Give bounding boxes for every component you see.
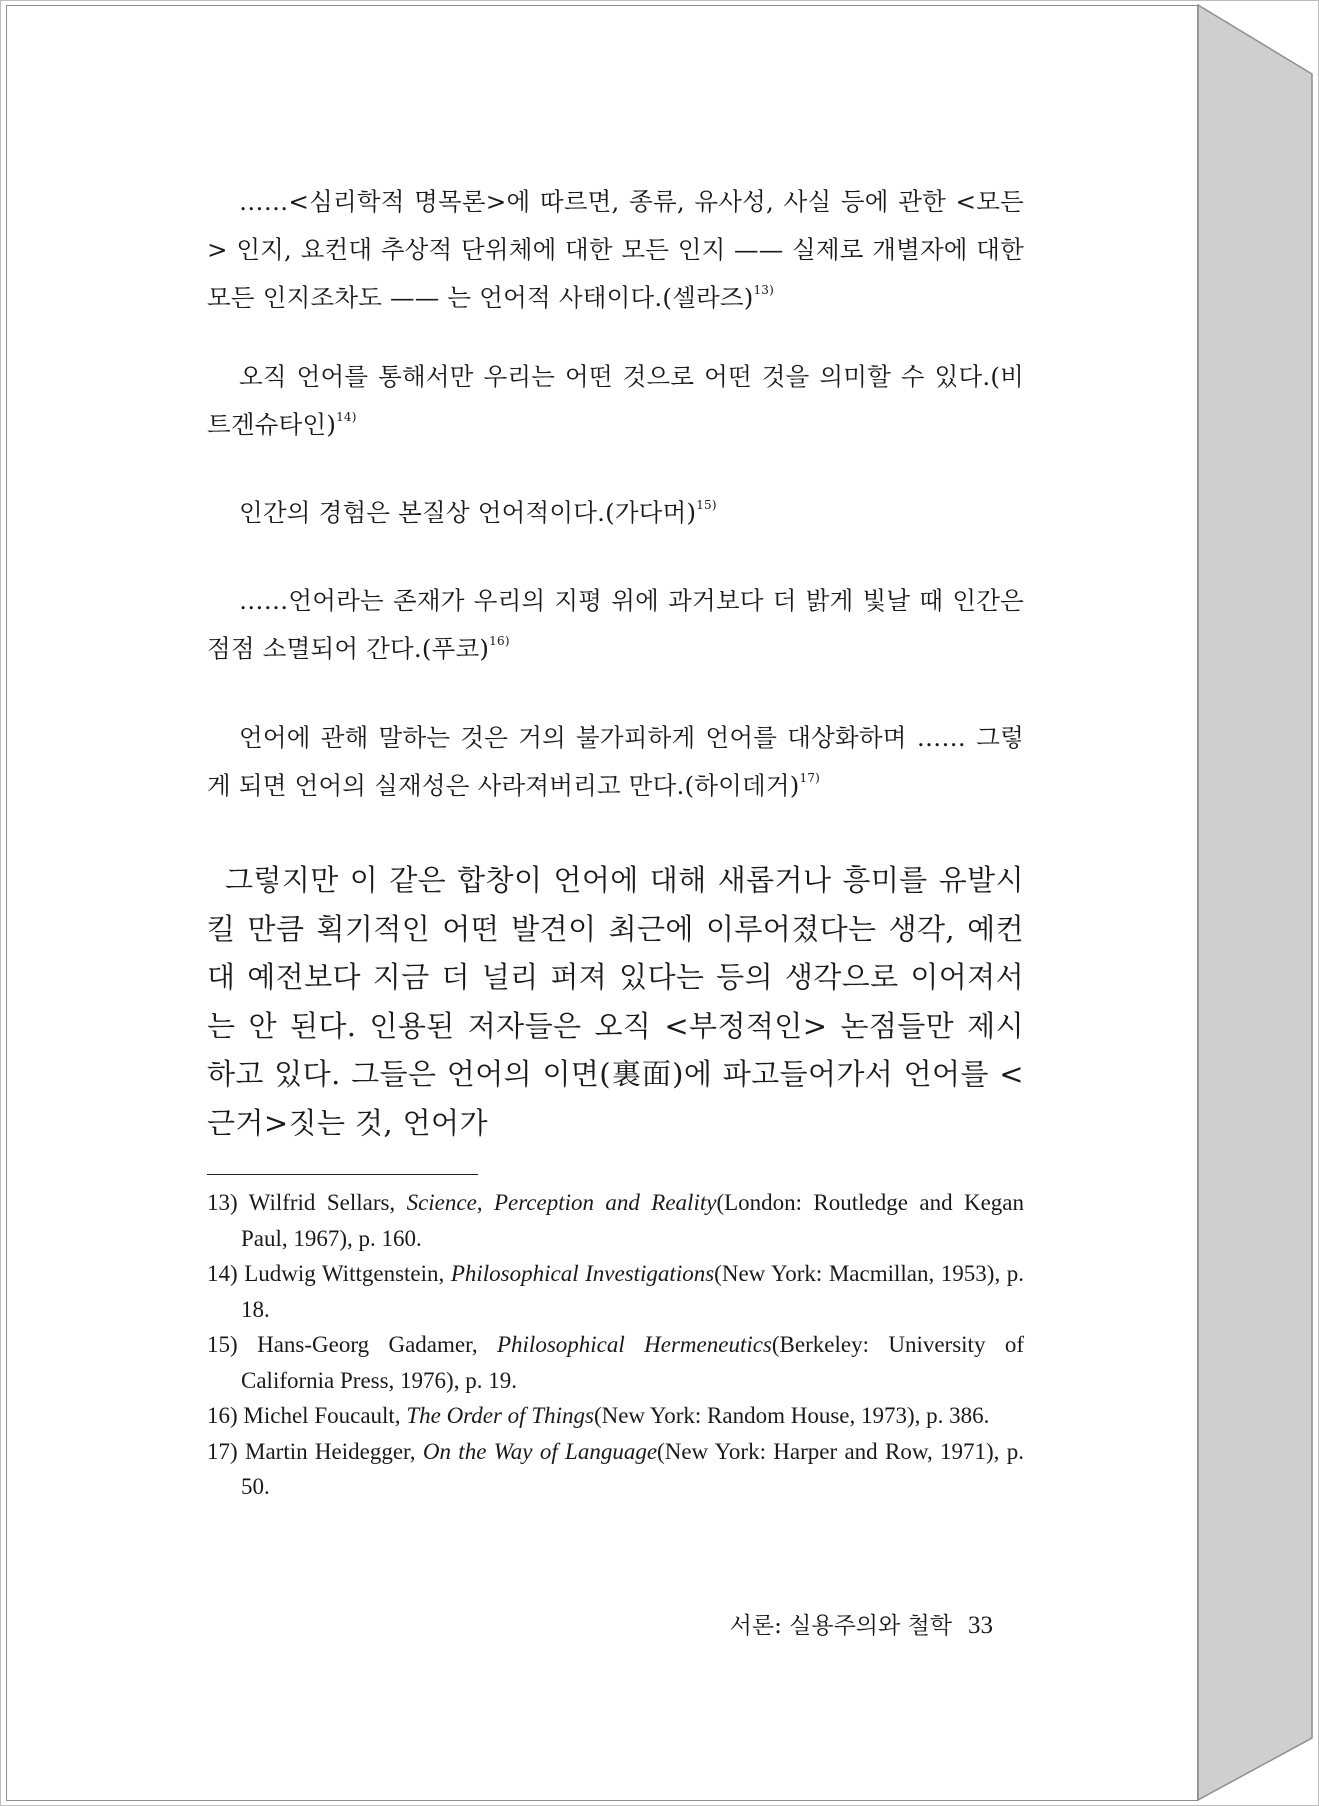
footnote-publication: (London: Routledge and Kegan Paul, 1967), p. 160. <box>241 1190 1024 1251</box>
footnote-author: Wilfrid Sellars, <box>248 1190 407 1215</box>
footnote-title: Science, Perception and Reality <box>406 1190 717 1215</box>
block-quote <box>207 577 1024 673</box>
block-quote <box>207 489 1024 537</box>
footnote <box>207 1398 1024 1434</box>
footnote-ref: 17) <box>799 771 821 785</box>
footnote-ref: 13) <box>753 283 775 297</box>
footnote-divider <box>207 1174 478 1175</box>
quote-text: ……언어라는 존재가 우리의 지평 위에 과거보다 더 밝게 빛날 때 인간은 점점 소멸되어 간다.(푸코) <box>207 586 1024 663</box>
footnote <box>207 1185 1024 1256</box>
footnote-number: 13) <box>207 1190 238 1215</box>
footnote-number: 14) <box>207 1261 238 1286</box>
footnote-author: Martin Heidegger, <box>245 1438 423 1464</box>
quote-text: 언어에 관해 말하는 것은 거의 불가피하게 언어를 대상화하며 …… 그렇게 되면 언어의 실재성은 사라져버리고 만다.(하이데거) <box>207 723 1024 800</box>
footnote-title: Philosophical Investigations <box>450 1261 715 1286</box>
block-quote <box>207 178 1024 322</box>
footnote-publication: (New York: Random House, 1973), p. 386. <box>593 1403 990 1428</box>
footnote-number: 16) <box>207 1403 238 1428</box>
page-footer <box>715 1611 993 1641</box>
footnote-publication: (Berkeley: University of California Press, 1976), p. 19. <box>241 1332 1025 1393</box>
page-number: 33 <box>968 1612 993 1639</box>
footnote-title: The Order of Things <box>406 1403 594 1428</box>
footnote-title: Philosophical Hermeneutics <box>496 1332 772 1357</box>
footnote-number: 17) <box>207 1438 238 1464</box>
footnote <box>207 1256 1024 1327</box>
footnote <box>207 1434 1024 1505</box>
footnote-ref: 15) <box>696 498 717 512</box>
running-head: 서론: 실용주의와 철학 <box>729 1613 952 1639</box>
footnote-ref: 14) <box>336 410 357 424</box>
page-content <box>207 178 1024 1505</box>
quote-text: 오직 언어를 통해서만 우리는 어떤 것으로 어떤 것을 의미할 수 있다.(비트겐슈타인) <box>207 362 1024 439</box>
block-quote <box>207 714 1024 810</box>
footnote-publication: (New York: Macmillan, 1953), p. 18. <box>241 1261 1024 1322</box>
quote-text: 인간의 경험은 본질상 언어적이다.(가다머) <box>239 498 697 527</box>
quote-text: ……<심리학적 명목론>에 따르면, 종류, 유사성, 사실 등에 관한 <모든> 인지, 요컨대 추상적 단위체에 대한 모든 인지 —— 실제로 개별자에 대한 모든 인지조차도 —— 는 언어적 사태이다.(셀라즈) <box>207 187 1024 312</box>
block-quote <box>207 353 1024 449</box>
footnote-author: Hans-Georg Gadamer, <box>257 1332 497 1357</box>
footnote-title: On the Way of Language <box>422 1438 658 1464</box>
footnote-number: 15) <box>207 1332 238 1357</box>
footnote-author: Michel Foucault, <box>243 1403 407 1428</box>
body-paragraph: 그렇지만 이 같은 합창이 언어에 대해 새롭거나 흥미를 유발시킬 만큼 획기적인 어떤 발견이 최근에 이루어졌다는 생각, 예컨대 예전보다 지금 더 널리 퍼져 있다는 등의 생각으로 이어져서는 안 된다. 인용된 저자들은 오직 <부정적인> 논점들만 제시하고 있다. 그들은 언어의 이면(裏面)에 파고들어가서 언어를 <근거>짓는 것, 언어가 <box>207 863 1024 1140</box>
footnote-publication: (New York: Harper and Row, 1971), p. 50. <box>241 1438 1025 1499</box>
footnote-author: Ludwig Wittgenstein, <box>244 1261 451 1286</box>
footnote-ref: 16) <box>489 634 510 648</box>
footnote <box>207 1327 1024 1398</box>
